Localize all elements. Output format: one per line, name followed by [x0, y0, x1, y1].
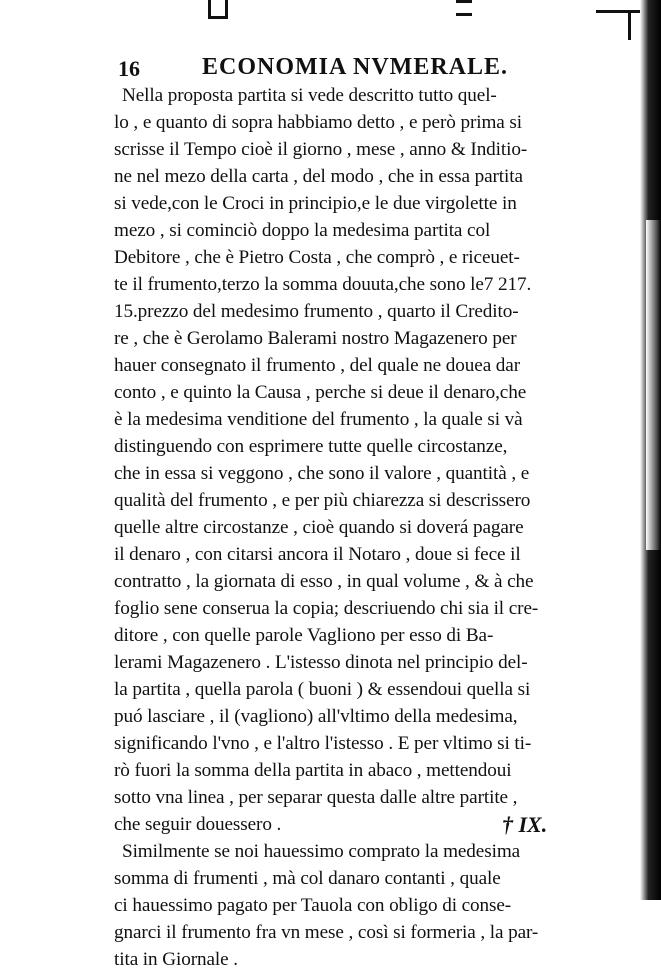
text-line: puó lasciare , il (vagliono) all'vltimo della medesima, — [114, 706, 518, 727]
body-text — [114, 82, 594, 973]
text-line: re , che è Gerolamo Balerami nostro Magazenero per — [114, 328, 517, 349]
scan-artifact-center — [456, 0, 472, 16]
text-line: quelle altre circostanze , cioè quando si doverá pagare — [114, 517, 524, 538]
text-line: somma di frumenti , mà col danaro contanti , quale — [114, 868, 501, 889]
page-header — [118, 52, 509, 84]
text-line: lerami Magazenero . L'istesso dinota nel principio del- — [114, 652, 528, 673]
text-line: contratto , la giornata di esso , in qual volume , & à che — [114, 571, 534, 592]
signature-mark: † IX. — [502, 812, 548, 837]
text-line: mezo , si cominciò doppo la medesima partita col — [114, 220, 491, 241]
text-line: te il frumento,terzo la somma douuta,che sono le7 217. — [114, 274, 532, 295]
text-line: distinguendo con esprimere tutte quelle circostanze, — [114, 436, 508, 457]
text-line: Nella proposta partita si vede descritto tutto quel- — [122, 85, 497, 106]
text-line: scrisse il Tempo cioè il giorno , mese , anno & Inditio- — [114, 139, 528, 160]
text-line: che in essa si veggono , che sono il valore , quantità , e — [114, 463, 530, 484]
text-line: conto , e quinto la Causa , perche si deue il denaro,che — [114, 382, 527, 403]
text-line: hauer consegnato il frumento , del quale ne douea dar — [114, 355, 521, 376]
text-line: qualità del frumento , e per più chiarezza si descrissero — [114, 490, 531, 511]
text-line: ci hauessimo pagato per Tauola con obligo di conse- — [114, 895, 512, 916]
text-line: tita in Giornale . — [114, 949, 238, 970]
text-line: Debitore , che è Pietro Costa , che comprò , e riceuet- — [114, 247, 520, 268]
running-head: ECONOMIA NVMERALE. — [202, 54, 509, 80]
text-line: la partita , quella parola ( buoni ) & essendoui quella si — [114, 679, 531, 700]
text-line: si vede,con le Croci in principio,e le due virgolette in — [114, 193, 517, 214]
text-line: rò fuori la somma della partita in abaco , mettendoui — [114, 760, 512, 781]
text-line: lo , e quanto di sopra habbiamo detto , e però prima si — [114, 112, 522, 133]
text-line: ditore , con quelle parole Vagliono per esso di Ba- — [114, 625, 494, 646]
text-line: 15.prezzo del medesimo frumento , quarto il Credito- — [114, 301, 519, 322]
text-line: è la medesima venditione del frumento , la quale si và — [114, 409, 523, 430]
text-line: sotto vna linea , per separar questa dalle altre partite , — [114, 787, 518, 808]
text-line: Similmente se noi hauessimo comprato la medesima — [122, 841, 521, 862]
text-line: che seguir douessero . — [114, 814, 282, 835]
text-line: foglio sene conserua la copia; descriuendo chi sia il cre- — [114, 598, 539, 619]
scan-artifact-left — [208, 0, 228, 19]
text-line: gnarci il frumento fra vn mese , così si formeria , la par- — [114, 922, 539, 943]
page-number: 16 — [118, 56, 140, 81]
text-line: il denaro , con citarsi ancora il Notaro , doue si fece il — [114, 544, 521, 565]
binding-shadow-inner — [646, 220, 661, 550]
text-line: significando l'vno , e l'altro l'istesso . E per vltimo si ti- — [114, 733, 532, 754]
text-line: ne nel mezo della carta , del modo , che in essa partita — [114, 166, 523, 187]
